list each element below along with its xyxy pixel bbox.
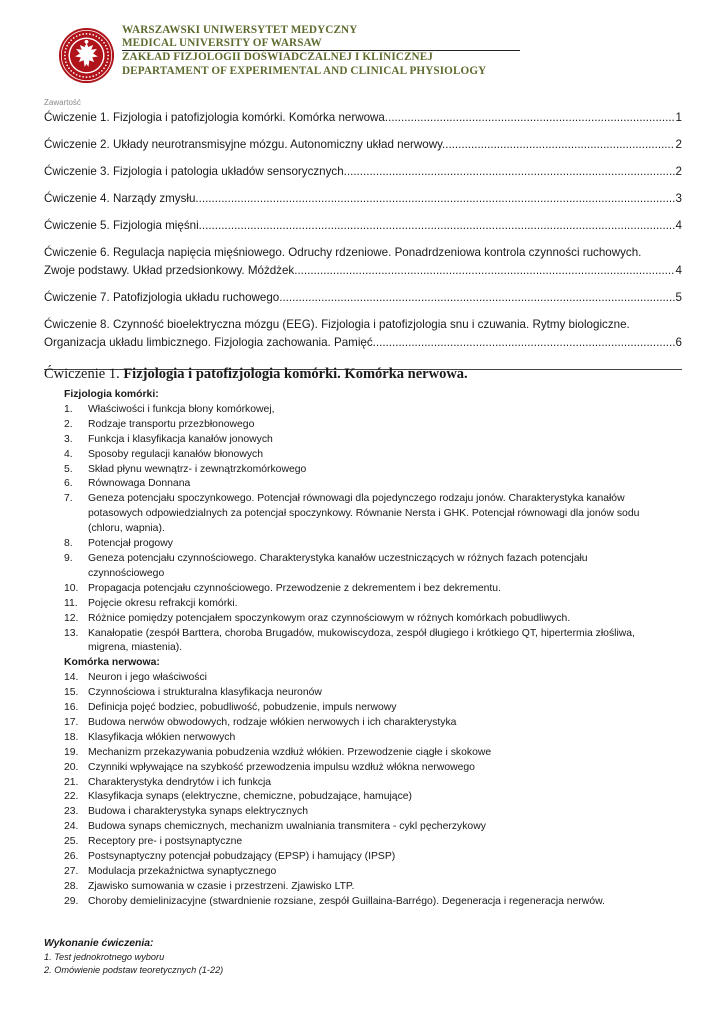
- list-item-text: Charakterystyka dendrytów i ich funkcja: [88, 776, 272, 788]
- list-item-text: Geneza potencjału spoczynkowego. Potencjał równowagi dla pojedynczego rodzaju jonów. Charakterystyka kanałów potasowych odpowiedzialnych za potencjał spoczynkowy. Równanie Nersta i GHK. Potencjał równowagi dla jonów sodu (chloru, wapnia).: [88, 493, 640, 535]
- toc-caption: Zawartość: [44, 98, 81, 107]
- list-item-number: 9.: [64, 552, 73, 564]
- toc-entry-line: [44, 244, 682, 262]
- list-item: [64, 492, 654, 537]
- toc-entry[interactable]: [44, 289, 682, 307]
- section-prefix: Ćwiczenie 1.: [44, 366, 124, 382]
- list-item-text: Różnice pomiędzy potencjałem spoczynkowym oraz czynnościowym w różnych komórkach pobudliwych.: [88, 612, 571, 624]
- list-item-number: 20.: [64, 761, 79, 773]
- list-item-text: Receptory pre- i postsynaptyczne: [88, 836, 243, 848]
- list-item: [64, 433, 654, 448]
- toc-entry-text: Ćwiczenie 3. Fizjologia i patologia układów sensorycznych.: [44, 165, 347, 178]
- toc-page-number: 5: [675, 291, 682, 304]
- toc-entry-line: [44, 136, 682, 154]
- list-item: [64, 537, 654, 552]
- list-item-text: Geneza potencjału czynnościowego. Charakterystyka kanałów uczestniczących w różnych fazach potencjału czynnościowego: [88, 552, 588, 579]
- list-item-text: Czynnościowa i strukturalna klasyfikacja neuronów: [88, 687, 322, 699]
- list-item: [64, 835, 654, 850]
- execution-item: 2. Omówienie podstaw teoretycznych (1-22): [44, 964, 224, 975]
- toc-leader-dots: [445, 136, 674, 154]
- list-item-number: 14.: [64, 672, 79, 684]
- list-item-text: Choroby demielinizacyjne (stwardnienie rozsiane, zespół Guillaina-Barrégo). Degeneracja i regeneracja nerwów.: [88, 895, 605, 907]
- list-item: [64, 761, 654, 776]
- document-header: [58, 24, 528, 86]
- group-heading: Komórka nerwowa:: [64, 657, 160, 669]
- list-item-text: Potencjał progowy: [88, 538, 173, 550]
- toc-leader-dots: [297, 262, 674, 280]
- list-item-text: Sposoby regulacji kanałów błonowych: [88, 448, 264, 460]
- list-item: [64, 671, 654, 686]
- toc-entry[interactable]: [44, 217, 682, 235]
- list-item-number: 16.: [64, 702, 79, 714]
- list-item-text: Rodzaje transportu przezbłonowego: [88, 418, 255, 430]
- section-title: [44, 366, 468, 383]
- toc-entry-line: [44, 316, 682, 334]
- list-item-text: Funkcja i klasyfikacja kanałów jonowych: [88, 433, 273, 445]
- list-item-text: Definicja pojęć bodziec, pobudliwość, pobudzenie, impuls nerwowy: [88, 702, 397, 714]
- list-item: [64, 820, 654, 835]
- toc-leader-dots: [199, 190, 675, 208]
- list-item: [64, 582, 654, 597]
- list-item: [64, 790, 654, 805]
- list-item: [64, 776, 654, 791]
- list-item-number: 8.: [64, 538, 73, 550]
- toc-page-number: 6: [675, 336, 682, 349]
- toc-page-number: 2: [675, 138, 682, 151]
- list-item-number: 19.: [64, 746, 79, 758]
- list-item-text: Budowa i charakterystyka synaps elektrycznych: [88, 806, 309, 818]
- toc-entry-text: Ćwiczenie 7. Patofizjologia układu ruchowego: [44, 291, 280, 304]
- list-item-number: 28.: [64, 880, 79, 892]
- header-line-1: WARSZAWSKI UNIWERSYTET MEDYCZNY: [122, 24, 358, 36]
- list-item-number: 27.: [64, 866, 79, 877]
- toc-entry-line: [44, 190, 682, 208]
- list-item-number: 22.: [64, 791, 79, 803]
- list-item: [64, 865, 654, 880]
- table-of-contents: [44, 109, 682, 370]
- list-item-text: Klasyfikacja synaps (elektryczne, chemiczne, pobudzające, hamujące): [88, 791, 412, 803]
- header-line-2: MEDICAL UNIVERSITY OF WARSAW: [122, 37, 520, 51]
- list-item-number: 6.: [64, 478, 73, 490]
- toc-leader-dots: [388, 109, 674, 127]
- list-item-number: 10.: [64, 582, 79, 594]
- list-item-number: 21.: [64, 776, 79, 788]
- toc-entry-line: [44, 109, 682, 127]
- list-item: [64, 612, 654, 627]
- list-item-text: Pojęcie okresu refrakcji komórki.: [88, 597, 238, 609]
- toc-entry-line: [44, 163, 682, 181]
- list-item-number: 26.: [64, 851, 79, 863]
- list-item-text: Neuron i jego właściwości: [88, 672, 207, 684]
- list-item-text: Propagacja potencjału czynnościowego. Przewodzenie z dekrementem i bez dekrementu.: [88, 582, 501, 594]
- list-item-text: Równowaga Donnana: [88, 478, 191, 490]
- list-item: [64, 597, 654, 612]
- toc-entry-line: [44, 217, 682, 235]
- list-item: [64, 850, 654, 865]
- toc-page-number: 2: [675, 165, 682, 178]
- list-item-number: 15.: [64, 687, 79, 699]
- list-item-text: Budowa synaps chemicznych, mechanizm uwalniania transmitera - cykl pęcherzykowy: [88, 821, 486, 833]
- toc-entry-text: Ćwiczenie 4. Narządy zmysłu.: [44, 192, 199, 205]
- list-item-number: 12.: [64, 612, 79, 624]
- group-heading: Fizjologia komórki:: [64, 389, 159, 400]
- list-item-text: Klasyfikacja włókien nerwowych: [88, 731, 236, 743]
- list-item-number: 17.: [64, 716, 79, 728]
- list-item-number: 25.: [64, 836, 79, 848]
- toc-entry[interactable]: [44, 316, 682, 352]
- list-item: [64, 895, 654, 910]
- list-item: [64, 627, 654, 657]
- list-item: [64, 701, 654, 716]
- list-item-text: Właściwości i funkcja błony komórkowej,: [88, 403, 275, 415]
- list-item: [64, 463, 654, 478]
- execution-item: 1. Test jednokrotnego wyboru: [44, 952, 165, 962]
- toc-entry-text: Organizacja układu limbicznego. Fizjologia zachowania. Pamięć.: [44, 336, 376, 349]
- toc-entry-text: Ćwiczenie 8. Czynność bioelektryczna mózgu (EEG). Fizjologia i patofizjologia snu i czuwania. Rytmy biologiczne.: [44, 318, 630, 331]
- list-item: [64, 477, 654, 492]
- list-item-number: 29.: [64, 895, 79, 907]
- list-item-text: Skład płynu wewnątrz- i zewnątrzkomórkowego: [88, 463, 307, 475]
- toc-entry-text: Ćwiczenie 1. Fizjologia i patofizjologia komórki. Komórka nerwowa.: [44, 111, 389, 124]
- list-item: [64, 418, 654, 433]
- toc-entry-text: Ćwiczenie 5. Fizjologia mięśni.: [44, 219, 202, 232]
- toc-page-number: 1: [675, 111, 682, 124]
- toc-entry-text: Ćwiczenie 2. Układy neurotransmisyjne mózgu. Autonomiczny układ nerwowy.: [44, 138, 446, 151]
- toc-leader-dots: [376, 334, 675, 352]
- list-item-number: 11.: [64, 597, 78, 609]
- list-item-number: 2.: [64, 418, 73, 430]
- list-item-number: 24.: [64, 821, 79, 833]
- toc-entry[interactable]: [44, 136, 682, 154]
- list-item-text: Mechanizm przekazywania pobudzenia wzdłuż włókien. Przewodzenie ciągłe i skokowe: [88, 746, 492, 758]
- list-item-number: 23.: [64, 806, 79, 818]
- list-item-number: 13.: [64, 627, 79, 639]
- toc-entry-text: Zwoje podstawy. Układ przedsionkowy. Móżdżek.: [44, 264, 298, 277]
- toc-leader-dots: [202, 217, 675, 235]
- toc-page-number: 4: [675, 219, 682, 232]
- execution-block: [44, 936, 223, 976]
- list-item: [64, 686, 654, 701]
- toc-page-number: 3: [675, 192, 682, 205]
- list-item-number: 7.: [64, 493, 73, 505]
- university-seal-logo: [58, 27, 115, 84]
- list-item: [64, 746, 654, 761]
- list-item-text: Zjawisko sumowania w czasie i przestrzeni. Zjawisko LTP.: [88, 880, 355, 892]
- toc-leader-dots: [347, 163, 675, 181]
- toc-leader-dots: [279, 289, 674, 307]
- list-item-text: Budowa nerwów obwodowych, rodzaje włókien nerwowych i ich charakterystyka: [88, 716, 457, 728]
- list-item: [64, 716, 654, 731]
- list-item: [64, 403, 654, 418]
- toc-entry[interactable]: [44, 109, 682, 127]
- toc-page-number: 4: [675, 264, 682, 277]
- list-item-text: Postsynaptyczny potencjał pobudzający (EPSP) i hamujący (IPSP): [88, 851, 396, 863]
- list-item: [64, 880, 654, 895]
- toc-entry[interactable]: [44, 190, 682, 208]
- execution-title: Wykonanie ćwiczenia:: [44, 938, 154, 949]
- list-item-text: Kanałopatie (zespół Barttera, choroba Brugadów, mukowiscydoza, zespół długiego i krótkiego QT, hipertermia złośliwa, migrena, miastenia).: [88, 627, 635, 654]
- toc-entry[interactable]: [44, 244, 682, 280]
- list-item-text: Modulacja przekaźnictwa synaptycznego: [88, 866, 277, 877]
- toc-entry-text: Ćwiczenie 6. Regulacja napięcia mięśniowego. Odruchy rdzeniowe. Ponadrdzeniowa kontrola czynności ruchowych.: [44, 246, 642, 259]
- header-line-3: ZAKŁAD FIZJOLOGII DOŚWIADCZALNEJ I KLINICZNEJ: [122, 51, 433, 64]
- list-item: [64, 552, 654, 582]
- list-item-number: 4.: [64, 448, 73, 460]
- list-item-text: Czynniki wpływające na szybkość przewodzenia impulsu wzdłuż włókna nerwowego: [88, 761, 475, 773]
- list-item-number: 5.: [64, 463, 73, 475]
- toc-entry-line: [44, 334, 682, 352]
- topic-list: [64, 388, 654, 910]
- list-item-number: 3.: [64, 433, 73, 445]
- section-title-text: Fizjologia i patofizjologia komórki. Komórka nerwowa.: [123, 366, 468, 382]
- header-line-4: DEPARTAMENT OF EXPERIMENTAL AND CLINICAL PHYSIOLOGY: [122, 64, 487, 77]
- list-item: [64, 448, 654, 463]
- toc-entry-line: [44, 262, 682, 280]
- toc-entry[interactable]: [44, 163, 682, 181]
- list-item-number: 1.: [64, 403, 73, 415]
- list-item: [64, 805, 654, 820]
- toc-entry-line: [44, 289, 682, 307]
- list-item: [64, 731, 654, 746]
- list-item-number: 18.: [64, 731, 79, 743]
